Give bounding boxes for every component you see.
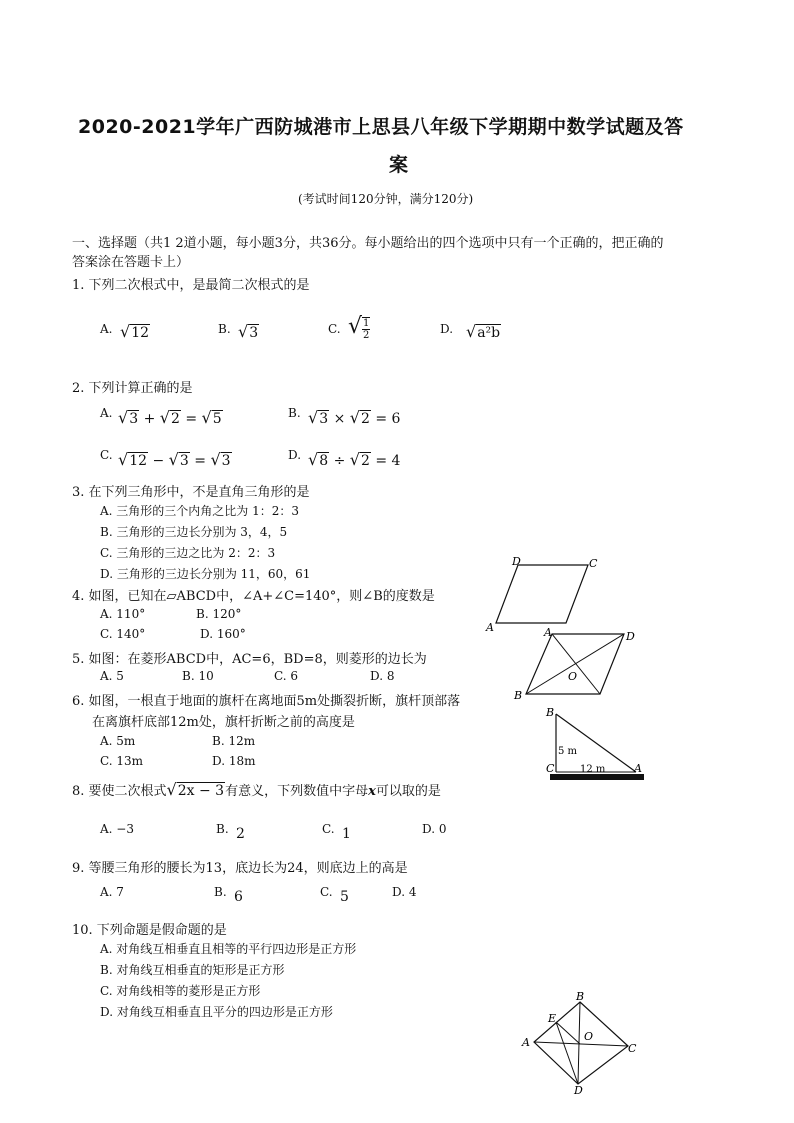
q1-option-c-math: √ $\frac{1}{2}$: [348, 314, 370, 341]
rhombus-label-d: D: [626, 630, 635, 643]
q1-option-b-math: √3: [238, 322, 259, 341]
q6-option-c: C. 13m: [100, 754, 144, 768]
parallelogram-label-c: C: [589, 557, 598, 570]
flagpole-label-c: C: [546, 762, 555, 775]
q2-stem: 2. 下列计算正确的是: [72, 381, 193, 396]
rhombus-diagonal-bd: [526, 634, 624, 694]
exam-subtitle: (考试时间120分钟，满分120分): [298, 192, 474, 206]
section-intro-line2: 答案涂在答题卡上）: [72, 255, 190, 270]
q10-option-a: A. 对角线互相垂直且相等的平行四边形是正方形: [100, 942, 357, 956]
q4-option-d: D. 160°: [200, 627, 246, 641]
q6-option-a: A. 5m: [100, 734, 136, 748]
q4-option-a: A. 110°: [100, 607, 146, 621]
square-label-c: C: [628, 1042, 637, 1055]
q8-stem: 8. 要使二次根式√2x − 3有意义，下列数值中字母x可以取的是: [72, 780, 441, 799]
q9-stem: 9. 等腰三角形的腰长为13，底边长为24，则底边上的高是: [72, 861, 408, 876]
q2-option-b-label: B.: [288, 406, 301, 420]
q10-option-d: D. 对角线互相垂直且平分的四边形是正方形: [100, 1005, 333, 1019]
rhombus-label-o: O: [568, 670, 578, 683]
q1-stem: 1. 下列二次根式中，是最简二次根式的是: [72, 278, 310, 293]
q9-option-c-value: 5: [340, 889, 349, 905]
q1-option-a-math: √12: [120, 322, 150, 341]
q6-option-d: D. 18m: [212, 754, 256, 768]
flagpole-length-5m: 5 m: [558, 746, 578, 757]
q3-option-d: D. 三角形的三边长分别为 11，60，61: [100, 567, 311, 581]
q5-option-b: B. 10: [182, 669, 214, 683]
page-title-line1: 2020-2021学年广西防城港市上思县八年级下学期期中数学试题及答: [78, 116, 684, 138]
rhombus-figure: [508, 624, 644, 704]
square-label-e: E: [548, 1012, 557, 1025]
q10-option-b: B. 对角线互相垂直的矩形是正方形: [100, 963, 285, 977]
square-figure: [518, 992, 642, 1096]
q2-option-d-math: √8 ÷ √2 = 4: [308, 450, 401, 469]
flagpole-label-b: B: [546, 706, 555, 719]
square-label-a: A: [522, 1036, 530, 1049]
q1-option-c-label: C.: [328, 322, 341, 336]
q5-option-a: A. 5: [100, 669, 124, 683]
q5-option-c: C. 6: [274, 669, 299, 683]
rhombus-diagonal-ac: [552, 634, 600, 694]
q9-option-d: D. 4: [392, 885, 417, 899]
q8-option-a: A. −3: [100, 822, 134, 836]
square-label-d: D: [574, 1084, 583, 1096]
rhombus-label-a: A: [544, 626, 552, 639]
parallelogram-shape: [496, 565, 588, 623]
q2-option-a-label: A.: [100, 406, 113, 420]
q4-option-c: C. 140°: [100, 627, 146, 641]
square-label-b: B: [576, 992, 585, 1003]
q9-option-a: A. 7: [100, 885, 124, 899]
q8-option-b-value: 2: [236, 826, 245, 842]
q9-option-c-label: C.: [320, 885, 333, 899]
q4-stem: 4. 如图，已知在▱ABCD中，∠A+∠C=140°，则∠B的度数是: [72, 589, 435, 604]
flagpole-label-a: A: [634, 762, 642, 775]
q1-option-d-label: D.: [440, 322, 454, 336]
q6-stem-line2: 在离旗杆底部12m处，旗杆折断之前的高度是: [92, 715, 355, 730]
flagpole-figure: [540, 702, 648, 786]
page-title-line2: 案: [389, 154, 409, 176]
square-label-o: O: [584, 1030, 594, 1043]
q2-option-b-math: √3 × √2 = 6: [308, 408, 401, 427]
q3-stem: 3. 在下列三角形中，不是直角三角形的是: [72, 485, 310, 500]
q1-option-b-label: B.: [218, 322, 231, 336]
q10-stem: 10. 下列命题是假命题的是: [72, 923, 227, 938]
square-segment-ed: [556, 1022, 578, 1084]
q9-option-b-label: B.: [214, 885, 227, 899]
q8-option-b-label: B.: [216, 822, 229, 836]
q8-option-c-label: C.: [322, 822, 335, 836]
q3-option-a: A. 三角形的三个内角之比为 1：2：3: [100, 504, 300, 518]
rhombus-label-b: B: [514, 689, 523, 702]
section-intro-line1: 一、选择题（共1 2道小题，每小题3分，共36分。每小题给出的四个选项中只有一个正确的，把正确的: [72, 236, 664, 251]
parallelogram-figure: [484, 555, 604, 635]
q2-option-a-math: √3 + √2 = √5: [118, 408, 222, 427]
q2-option-c-math: √12 − √3 = √3: [118, 450, 231, 469]
q5-stem: 5. 如图：在菱形ABCD中，AC=6，BD=8，则菱形的边长为: [72, 652, 427, 667]
q4-option-b: B. 120°: [196, 607, 242, 621]
q10-option-c: C. 对角线相等的菱形是正方形: [100, 984, 261, 998]
q6-stem-line1: 6. 如图，一根直于地面的旗杆在离地面5m处撕裂折断，旗杆顶部落: [72, 694, 461, 709]
parallelogram-label-d: D: [512, 555, 521, 568]
parallelogram-label-a: A: [486, 621, 494, 634]
q8-option-c-value: 1: [342, 826, 351, 842]
q1-option-d-math: √a²b: [466, 322, 501, 341]
q9-option-b-value: 6: [234, 889, 243, 905]
q6-option-b: B. 12m: [212, 734, 256, 748]
q3-option-b: B. 三角形的三边长分别为 3，4，5: [100, 525, 288, 539]
q8-option-d: D. 0: [422, 822, 447, 836]
q2-option-d-label: D.: [288, 448, 302, 462]
square-diagonal-ac: [534, 1042, 628, 1046]
q2-option-c-label: C.: [100, 448, 113, 462]
q3-option-c: C. 三角形的三边之比为 2：2：3: [100, 546, 276, 560]
q5-option-d: D. 8: [370, 669, 395, 683]
flagpole-length-12m: 12 m: [580, 764, 606, 775]
q1-option-a-label: A.: [100, 322, 113, 336]
